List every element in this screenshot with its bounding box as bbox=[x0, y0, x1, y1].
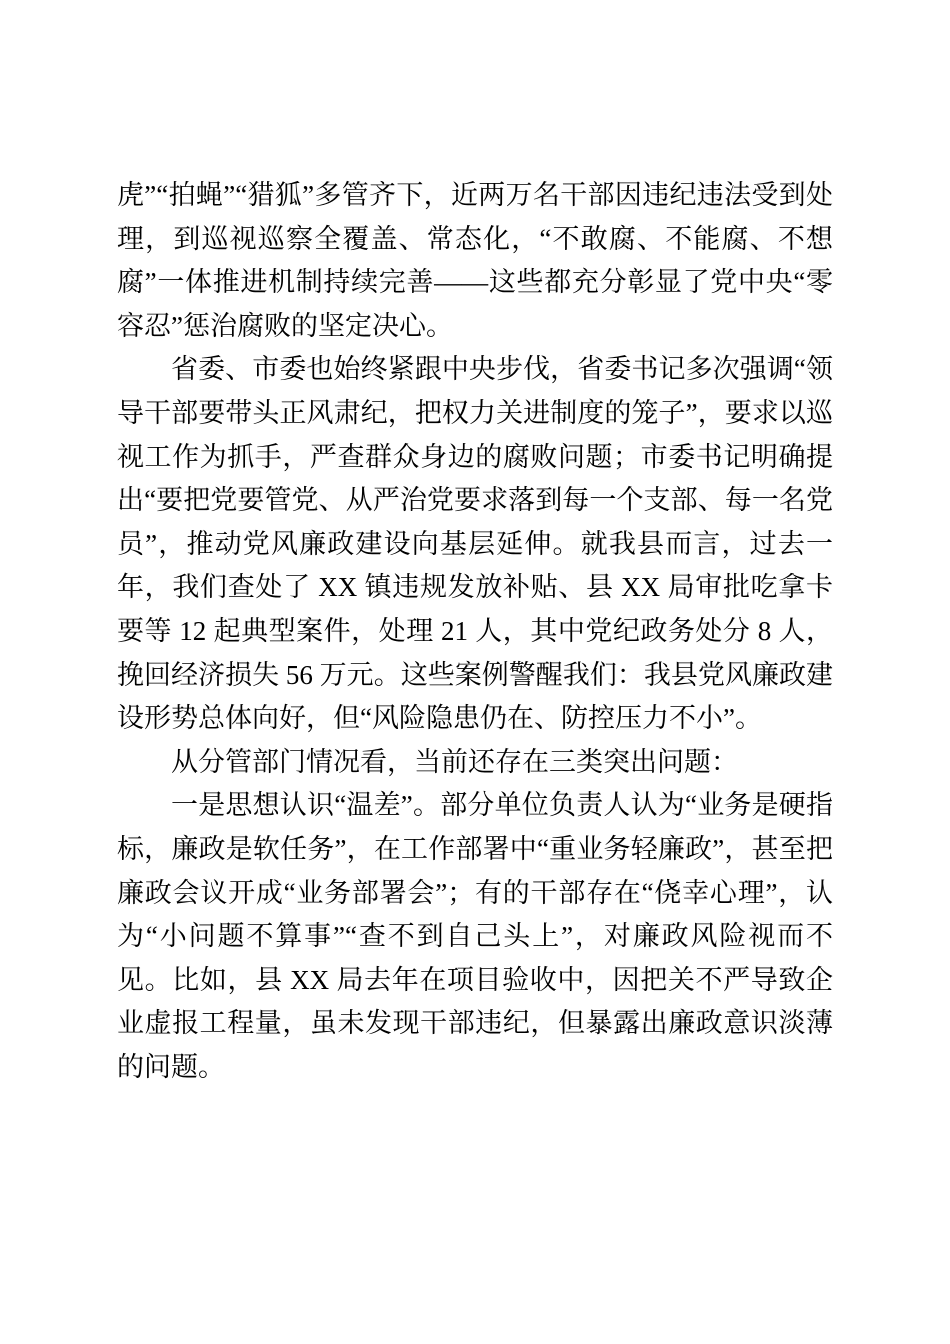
paragraph-1: 虎”“拍蝇”“猎狐”多管齐下，近两万名干部因违纪违法受到处理，到巡视巡察全覆盖、常态化，“不敢腐、不能腐、不想腐”一体推进机制持续完善——这些都充分彰显了党中央“零容忍”惩治腐败的坚定决心。 bbox=[117, 180, 833, 341]
paragraph-2: 省委、市委也始终紧跟中央步伐，省委书记多次强调“领导干部要带头正风肃纪，把权力关进制度的笼子”，要求以巡视工作为抓手，严查群众身边的腐败问题；市委书记明确提出“要把党要管党、从严治党要求落到每一个支部、每一名党员”，推动党风廉政建设向基层延伸。就我县而言，过去一年，我们查处了 XX 镇违规发放补贴、县 XX 局审批吃拿卡要等 12 起典型案件，处理 21 人，其中党纪政务处分 8 人，挽回经济损失 56 万元。这些案例警醒我们：我县党风廉政建设形势总体向好，但“风险隐患仍在、防控压力不小”。 bbox=[117, 354, 833, 734]
paragraph-3: 从分管部门情况看，当前还存在三类突出问题： bbox=[171, 746, 738, 777]
paragraph-4: 一是思想认识“温差”。部分单位负责人认为“业务是硬指标，廉政是软任务”，在工作部署中“重业务轻廉政”，甚至把廉政会议开成“业务部署会”；有的干部存在“侥幸心理”，认为“小问题不算事”“查不到自己头上”，对廉政风险视而不见。比如，县 XX 局去年在项目验收中，因把关不严导致企业虚报工程量，虽未发现干部违纪，但暴露出廉政意识淡薄的问题。 bbox=[117, 790, 833, 1082]
document-body bbox=[117, 174, 833, 1089]
